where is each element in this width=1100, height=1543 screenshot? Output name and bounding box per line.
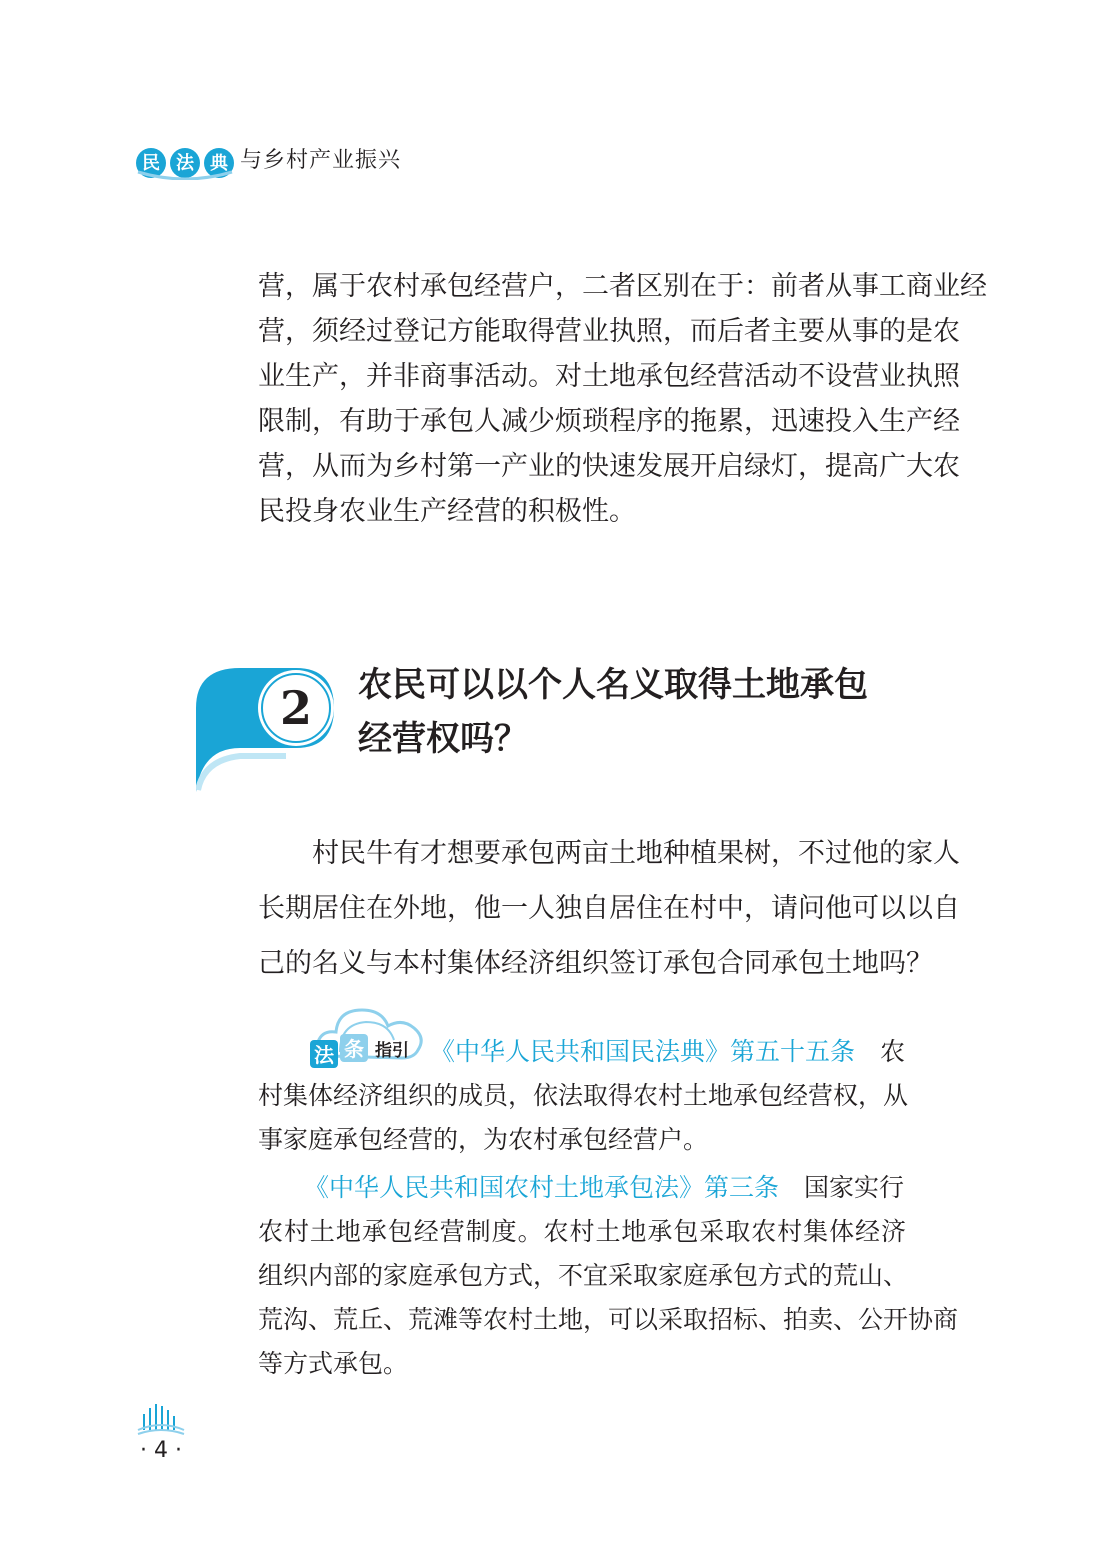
- wheat-decoration-icon: [136, 1400, 186, 1436]
- law-text: 农: [855, 1037, 906, 1066]
- text-line: 长期居住在外地，他一人独自居住在村中，请问他可以以自: [258, 893, 960, 924]
- text-line: 限制，有助于承包人减少烦琐程序的拖累，迅速投入生产经: [258, 406, 960, 437]
- question-title-line: 农民可以以个人名义取得土地承包: [358, 665, 868, 705]
- text-line: 组织内部的家庭承包方式，不宜采取家庭承包方式的荒山、: [258, 1261, 909, 1290]
- law-citation: 《中华人民共和国民法典》第五十五条: [430, 1037, 856, 1066]
- text-line: 营，从而为乡村第一产业的快速发展开启绿灯，提高广大农: [258, 451, 960, 482]
- text-line: 等方式承包。: [258, 1349, 409, 1378]
- question-number: 2: [279, 681, 313, 735]
- law-icon-char-2: 条: [344, 1037, 364, 1061]
- book-logo-char-2: 法: [176, 153, 194, 174]
- text-line: 业生产，并非商事活动。对土地承包经营活动不设营业执照: [258, 361, 960, 392]
- text-line: 民投身农业生产经营的积极性。: [258, 496, 636, 527]
- question-number-badge: [196, 664, 336, 792]
- book-logo: [134, 146, 236, 180]
- text-line: 事家庭承包经营的，为农村承包经营户。: [258, 1125, 709, 1154]
- text-line: 营，须经过登记方能取得营业执照，而后者主要从事的是农: [258, 316, 960, 347]
- book-logo-char-3: 典: [210, 153, 228, 174]
- law-icon-char-1: 法: [314, 1043, 334, 1067]
- text-line: 村集体经济组织的成员，依法取得农村土地承包经营权，从: [258, 1081, 909, 1110]
- running-header-subtitle: 与乡村产业振兴: [240, 148, 402, 173]
- book-logo-char-1: 民: [142, 153, 160, 174]
- page-number: · 4 ·: [140, 1438, 182, 1463]
- law-citation: 《中华人民共和国农村土地承包法》第三条: [304, 1173, 780, 1202]
- law-article-first-line: [258, 1030, 906, 1074]
- question-title: [358, 658, 918, 766]
- law-text: 国家实行: [779, 1173, 905, 1202]
- law-article: [258, 1166, 959, 1386]
- text-line: 农村土地承包经营制度。农村土地承包采取农村集体经济: [258, 1217, 906, 1246]
- law-icon-char-3: 指引: [375, 1041, 409, 1061]
- text-line: 己的名义与本村集体经济组织签订承包合同承包土地吗？: [258, 948, 933, 979]
- text-line: 营，属于农村承包经营户，二者区别在于：前者从事工商业经: [258, 271, 987, 302]
- text-line: 荒沟、荒丘、荒滩等农村土地，可以采取招标、拍卖、公开协商: [258, 1305, 959, 1334]
- law-article-first-line: [258, 1166, 906, 1210]
- question-title-line: 经营权吗？: [358, 719, 528, 759]
- text-line: 村民牛有才想要承包两亩土地种植果树，不过他的家人: [258, 838, 960, 869]
- body-paragraph: [258, 264, 987, 534]
- law-article: [258, 1030, 909, 1162]
- case-paragraph: [258, 826, 960, 991]
